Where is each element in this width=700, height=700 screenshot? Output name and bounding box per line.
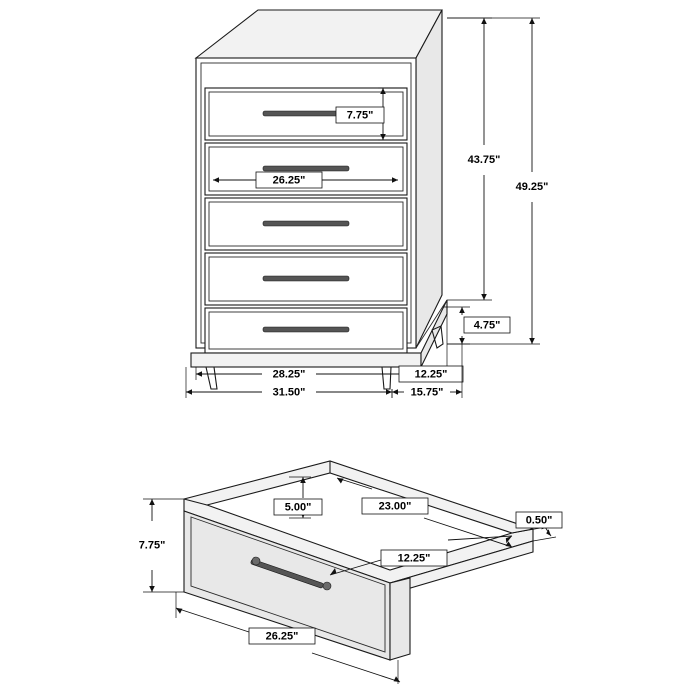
dim-chest-overall-height: [447, 18, 548, 344]
dim-label-drawer-interior-height: 5.00": [284, 501, 312, 514]
single-drawer-detail-view: [139, 461, 562, 684]
drawer-handle-4: [263, 276, 349, 281]
dim-label-chest-body-depth: 12.25": [414, 368, 448, 381]
chest-leg-front-left: [206, 367, 217, 389]
drawer-handle-3: [263, 221, 349, 226]
chest-top-panel: [196, 10, 442, 58]
drawer-handle-2: [263, 166, 349, 171]
chest-base-rail: [191, 353, 421, 367]
dim-label-chest-overall-height: 49.25": [515, 180, 549, 193]
dim-chest-body-height: [447, 18, 500, 300]
chest-leg-front-right: [382, 367, 391, 389]
dim-drawer-overall-height: [139, 499, 184, 592]
drawer-handle-5: [263, 327, 349, 332]
dim-label-leg-height: 4.75": [473, 319, 501, 332]
dim-leg-height: [443, 307, 510, 344]
chest-right-side-panel: [416, 10, 442, 348]
dim-label-chest-body-width: 28.25": [272, 368, 306, 381]
dim-label-drawer-front-width: 26.25": [272, 174, 306, 187]
drawer-front-right-edge: [390, 578, 410, 660]
dim-label-top-drawer-height: 7.75": [346, 109, 374, 122]
dim-label-drawer-interior-length: 23.00": [378, 500, 412, 513]
dim-label-drawer-overall-height: 7.75": [138, 539, 166, 552]
chest-assembly-view: [186, 10, 548, 398]
dim-label-drawer-interior-depth: 12.25": [397, 552, 431, 565]
dim-label-drawer-wall-thickness: 0.50": [525, 514, 553, 527]
dim-label-chest-overall-depth: 15.75": [410, 386, 444, 399]
dim-label-drawer-overall-width: 26.25": [265, 630, 299, 643]
dim-label-chest-body-height: 43.75": [467, 153, 501, 166]
dim-label-chest-overall-width: 31.50": [272, 386, 306, 399]
